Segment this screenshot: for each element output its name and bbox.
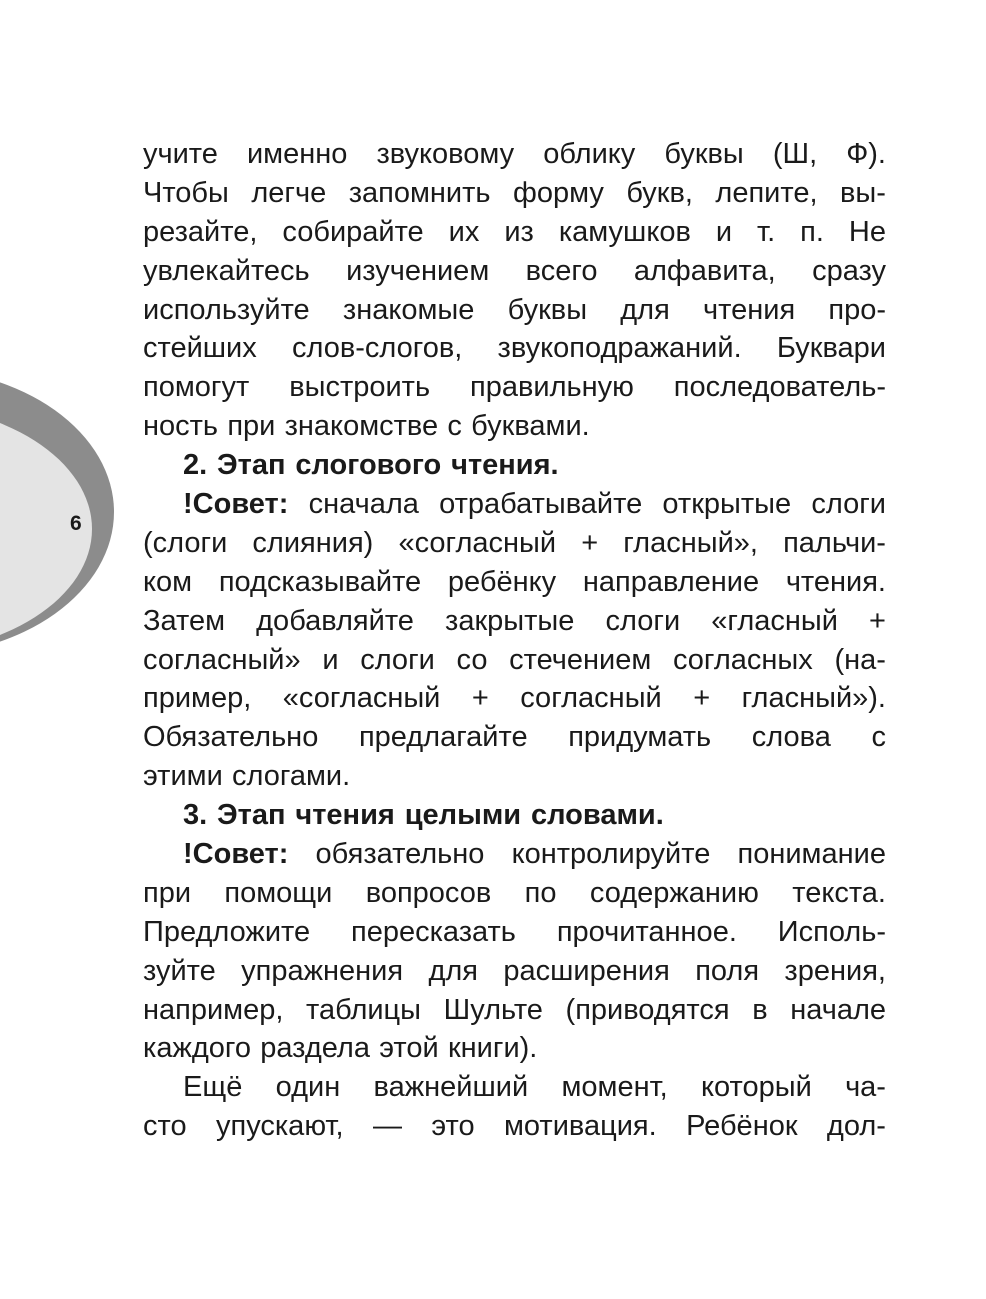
word: содержанию	[589, 876, 759, 909]
word: ность	[143, 410, 219, 443]
text-line	[143, 991, 886, 1030]
word: гласный»).	[741, 682, 886, 715]
word: Чтобы	[143, 176, 229, 209]
word: и	[322, 643, 339, 676]
word: облику	[543, 138, 636, 170]
word: резайте,	[143, 215, 258, 248]
text-line	[143, 952, 886, 991]
word: открытые	[662, 488, 792, 521]
word: знакомстве	[284, 410, 439, 443]
word: который	[701, 1071, 812, 1104]
word: всего	[525, 254, 598, 287]
word: помощи	[224, 876, 333, 909]
word: чтения	[295, 799, 395, 832]
section-heading	[143, 796, 886, 835]
word: букв,	[626, 176, 693, 209]
word: слоги	[605, 604, 681, 637]
word: «согласный	[398, 526, 557, 559]
word: знакомые	[342, 293, 475, 326]
word: 3.	[183, 799, 208, 832]
word: буквы	[664, 138, 744, 170]
word: увлекайтесь	[143, 254, 310, 287]
word: книги).	[447, 1032, 538, 1065]
word: —	[372, 1110, 402, 1143]
word: при	[227, 410, 276, 443]
word: про-	[828, 293, 886, 326]
word: +	[693, 682, 711, 715]
word: последователь-	[673, 371, 886, 404]
word: гласный»,	[623, 526, 758, 559]
text-line	[143, 252, 886, 291]
word: камушков	[558, 215, 691, 248]
word: каждого	[143, 1032, 251, 1065]
word: сразу	[812, 254, 886, 287]
word: зуйте	[143, 954, 216, 987]
word: момент,	[561, 1071, 668, 1104]
advice-line	[143, 485, 886, 524]
word: словами.	[530, 799, 664, 832]
word: помогут	[143, 371, 250, 404]
word: и	[715, 215, 733, 248]
word: прочитанное.	[556, 915, 737, 948]
page-number: 6	[70, 512, 82, 535]
word: Затем	[143, 604, 226, 637]
word: закрытые	[445, 604, 575, 637]
word: с	[447, 410, 462, 443]
word: для	[620, 293, 670, 326]
word: Обязательно	[143, 721, 319, 754]
word: пример,	[143, 682, 252, 715]
word: звукоподражаний.	[497, 332, 742, 365]
word: придумать	[568, 721, 712, 754]
body-text	[143, 135, 886, 1146]
word: таблицы	[306, 993, 422, 1026]
word: их	[448, 215, 480, 248]
word: слогами.	[232, 760, 351, 793]
text-line	[143, 718, 886, 757]
word: правильную	[470, 371, 634, 404]
word: (Ш,	[772, 138, 818, 170]
word: целыми	[404, 799, 522, 832]
word: Шульте	[443, 993, 543, 1026]
word: зрения,	[784, 954, 886, 987]
word: важнейший	[373, 1071, 529, 1104]
word: отрабатывайте	[439, 488, 643, 521]
word: п.	[800, 215, 824, 248]
word: этой	[379, 1032, 439, 1065]
word: сто	[143, 1110, 187, 1143]
word: собирайте	[282, 215, 424, 248]
word: расширения	[503, 954, 670, 987]
word: текста.	[792, 876, 886, 909]
word: чтения	[703, 293, 796, 326]
word: используйте	[143, 293, 310, 326]
word: вы-	[840, 176, 886, 209]
word: Буквари	[776, 332, 886, 365]
text-line	[143, 563, 886, 602]
word: вопросов	[365, 876, 492, 909]
text-line	[143, 757, 886, 796]
word: добавляйте	[256, 604, 414, 637]
text-line	[143, 291, 886, 330]
word: пересказать	[351, 915, 516, 948]
word: пальчи-	[783, 526, 886, 559]
word: (на-	[834, 643, 886, 676]
text-line	[143, 1107, 886, 1146]
word: «согласный	[282, 682, 441, 715]
word: один	[275, 1071, 341, 1104]
text-line	[143, 913, 886, 952]
word: слоги	[811, 488, 886, 521]
word: учите	[143, 138, 218, 170]
text-line	[143, 874, 886, 913]
advice-line	[143, 835, 886, 874]
word: понимание	[737, 838, 886, 871]
text-line	[143, 1029, 886, 1068]
text-line	[143, 1068, 886, 1107]
word: буквами.	[471, 410, 590, 443]
word: это	[431, 1110, 475, 1143]
text-line	[143, 602, 886, 641]
word: изучением	[346, 254, 490, 287]
text-line	[143, 174, 886, 213]
word: буквы	[507, 293, 588, 326]
word: слияния)	[252, 526, 374, 559]
word: начале	[790, 993, 886, 1026]
word: именно	[246, 138, 348, 170]
text-line	[143, 135, 886, 174]
word: сначала	[308, 488, 419, 521]
text-line	[143, 368, 886, 407]
text-line	[143, 679, 886, 718]
word: Исполь-	[777, 915, 886, 948]
word: слов-слогов,	[291, 332, 463, 365]
text-line	[143, 641, 886, 680]
word: подсказывайте	[218, 565, 422, 598]
word: +	[869, 604, 886, 637]
word: упускают,	[215, 1110, 344, 1143]
word: ча-	[845, 1071, 886, 1104]
word: Этап	[217, 799, 286, 832]
word: +	[471, 682, 489, 715]
word: Ф).	[846, 138, 886, 170]
text-line	[143, 524, 886, 563]
word: с	[871, 721, 886, 754]
word: стечением	[509, 643, 652, 676]
word: Предложите	[143, 915, 311, 948]
word: Ещё	[183, 1071, 243, 1104]
word: ребёнку	[447, 565, 557, 598]
word: лепите,	[715, 176, 818, 209]
text-line	[143, 329, 886, 368]
word: контролируйте	[511, 838, 711, 871]
word: дол-	[826, 1110, 886, 1143]
word: направление	[582, 565, 760, 598]
word: (слоги	[143, 526, 228, 559]
word: из	[504, 215, 534, 248]
section-heading	[143, 446, 886, 485]
word: Не	[848, 215, 886, 248]
word: упражнения	[241, 954, 404, 987]
word: раздела	[260, 1032, 370, 1065]
word: этими	[143, 760, 223, 793]
word: 2.	[183, 449, 208, 482]
word: алфавита,	[633, 254, 776, 287]
word: согласный»	[143, 643, 301, 676]
word: в	[752, 993, 768, 1026]
word: согласных	[672, 643, 813, 676]
word: согласный	[520, 682, 662, 715]
word: слогового	[295, 449, 442, 482]
word: !Совет:	[183, 838, 289, 871]
word: для	[428, 954, 479, 987]
word: «гласный	[711, 604, 838, 637]
word: по	[524, 876, 557, 909]
word: слоги	[360, 643, 435, 676]
word: !Совет:	[183, 488, 289, 521]
word: ком	[143, 565, 193, 598]
word: звуковому	[376, 138, 515, 170]
word: слова	[751, 721, 831, 754]
word: т.	[757, 215, 776, 248]
word: +	[581, 526, 599, 559]
word: форму	[512, 176, 604, 209]
word: стейших	[143, 332, 257, 365]
word: Этап	[217, 449, 286, 482]
text-line	[143, 407, 886, 446]
word: при	[143, 876, 192, 909]
text-line	[143, 213, 886, 252]
word: выстроить	[289, 371, 431, 404]
word: чтения.	[451, 449, 559, 482]
word: обязательно	[315, 838, 485, 871]
word: чтения.	[785, 565, 886, 598]
word: предлагайте	[358, 721, 528, 754]
word: (приводятся	[565, 993, 730, 1026]
word: запомнить	[348, 176, 491, 209]
word: мотивация.	[503, 1110, 657, 1143]
word: например,	[143, 993, 284, 1026]
word: легче	[251, 176, 327, 209]
word: Ребёнок	[686, 1110, 798, 1143]
word: поля	[695, 954, 760, 987]
word: со	[456, 643, 488, 676]
